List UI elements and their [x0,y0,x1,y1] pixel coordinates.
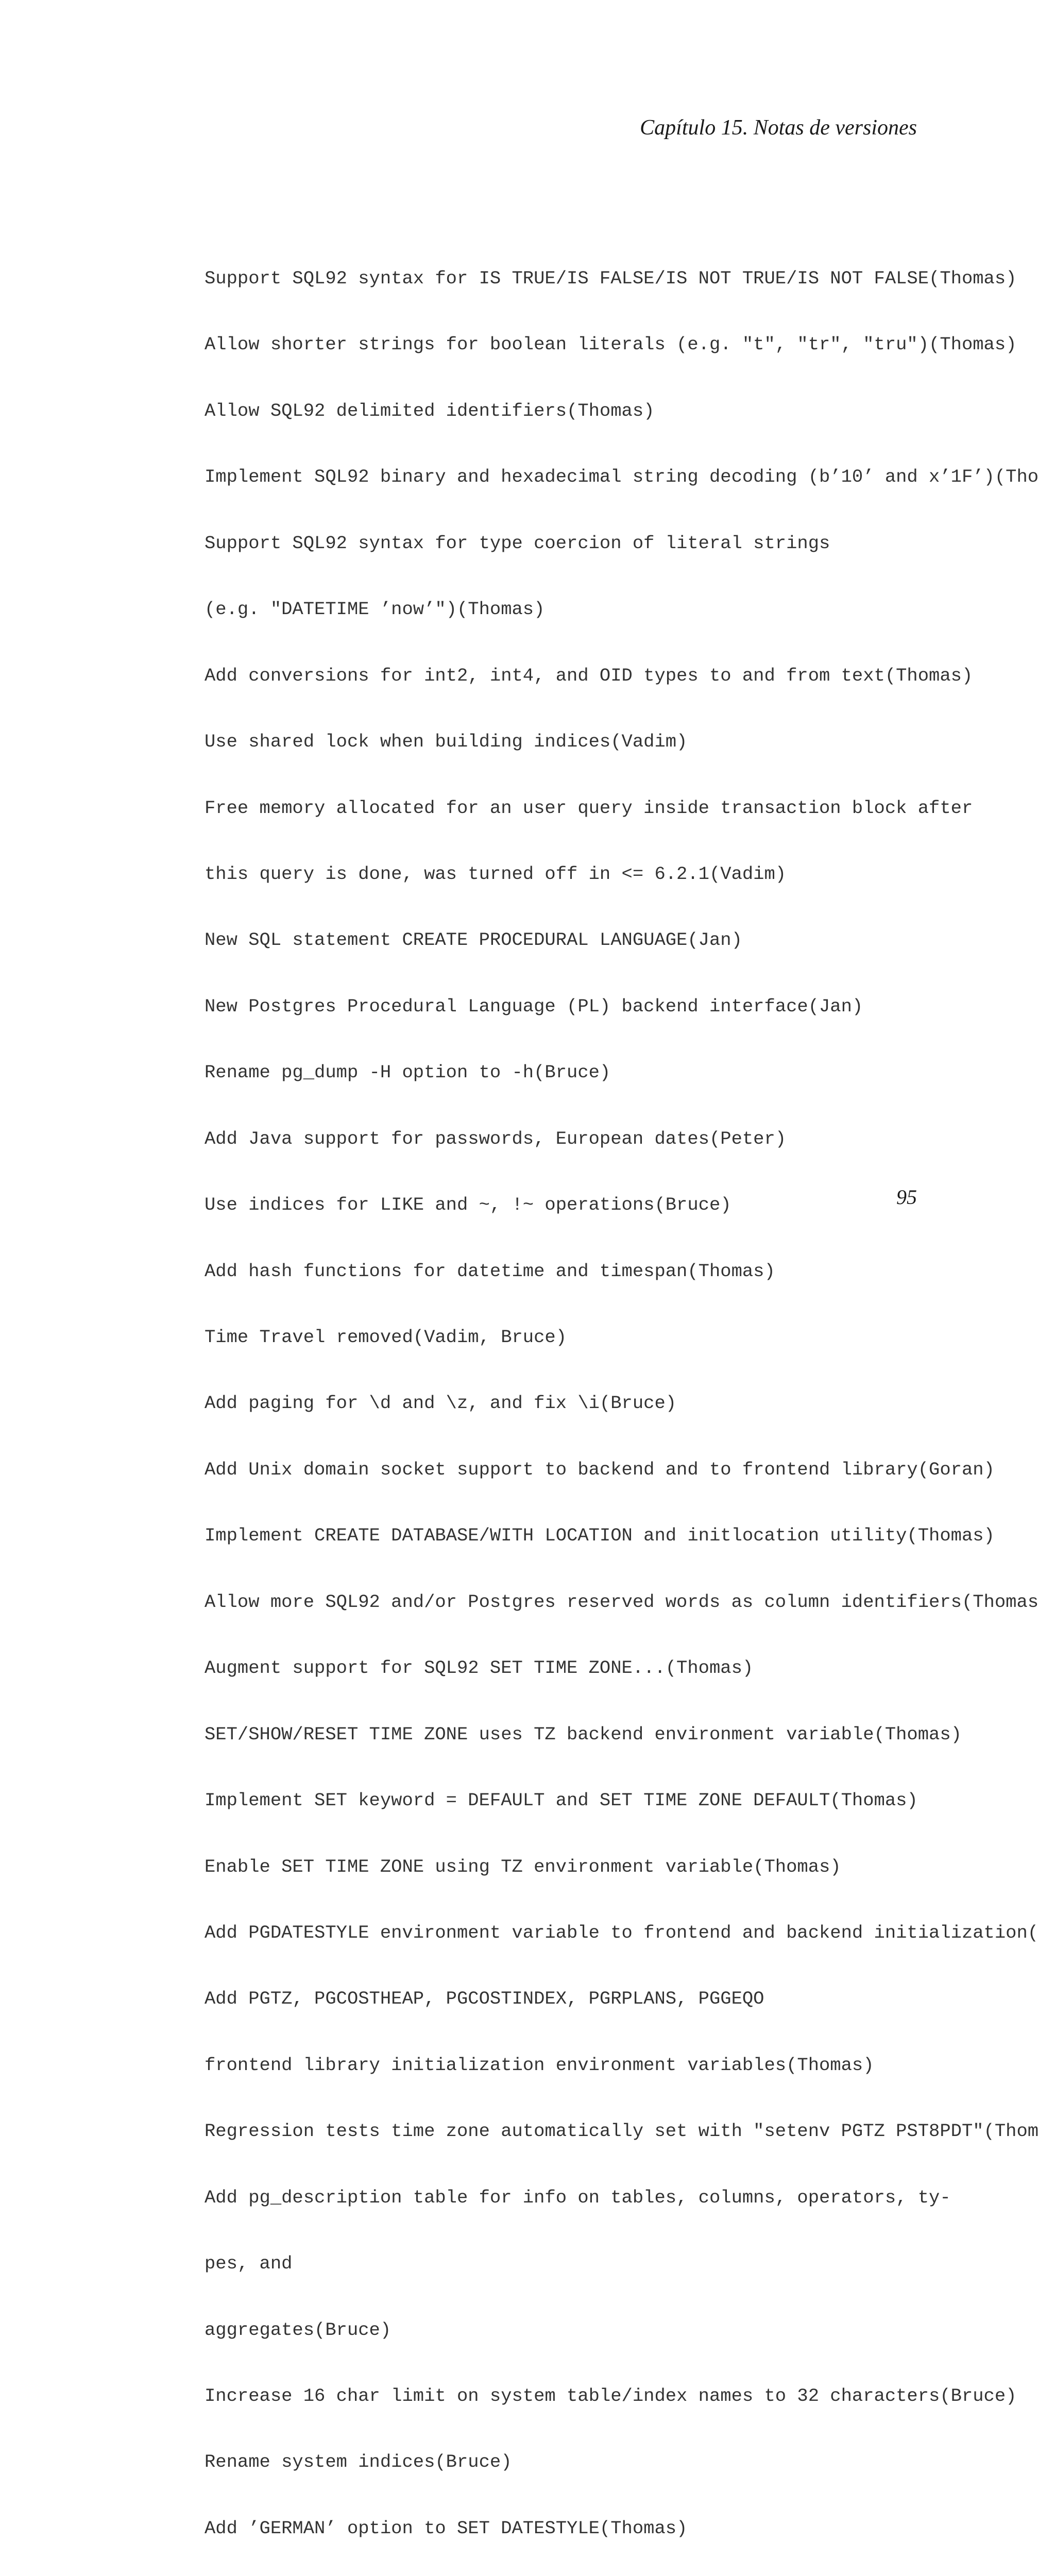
code-line: Use shared lock when building indices(Vadim) [205,731,688,753]
code-line: SET/SHOW/RESET TIME ZONE uses TZ backend environment variable(Thomas) [205,1723,962,1745]
code-line: Add PGDATESTYLE environment variable to frontend and backend initialization( [205,1922,1039,1943]
code-line: Enable SET TIME ZONE using TZ environment variable(Thomas) [205,1856,841,1877]
code-line: Add hash functions for datetime and timespan(Thomas) [205,1260,775,1282]
code-line: New SQL statement CREATE PROCEDURAL LANGUAGE(Jan) [205,929,742,951]
code-line: Implement SET keyword = DEFAULT and SET TIME ZONE DEFAULT(Thomas) [205,1790,918,1811]
code-line: (e.g. "DATETIME ’now’")(Thomas) [205,599,545,620]
code-line: Augment support for SQL92 SET TIME ZONE...(Thomas) [205,1657,754,1679]
code-line: New Postgres Procedural Language (PL) backend interface(Jan) [205,995,863,1017]
code-line: Allow shorter strings for boolean literals (e.g. "t", "tr", "tru")(Thomas) [205,334,1017,355]
code-line: Use indices for LIKE and ~, !~ operations(Bruce) [205,1194,731,1216]
code-line: Regression tests time zone automatically set with "setenv PGTZ PST8PDT"(Thom [205,2121,1039,2142]
code-line: Implement CREATE DATABASE/WITH LOCATION and initlocation utility(Thomas) [205,1525,995,1547]
code-line: Support SQL92 syntax for IS TRUE/IS FALSE/IS NOT TRUE/IS NOT FALSE(Thomas) [205,268,1017,289]
release-notes-code-block [205,225,1039,2576]
code-line: Implement SQL92 binary and hexadecimal string decoding (b’10’ and x’1F’)(Tho [205,466,1039,488]
page-number: 95 [896,1185,917,1209]
chapter-header: Capítulo 15. Notas de versiones [640,116,917,140]
code-line: Support SQL92 syntax for type coercion of literal strings [205,532,830,554]
code-line: Add conversions for int2, int4, and OID types to and from text(Thomas) [205,665,973,686]
code-line: Time Travel removed(Vadim, Bruce) [205,1327,567,1348]
code-line: aggregates(Bruce) [205,2319,392,2341]
code-line: Increase 16 char limit on system table/index names to 32 characters(Bruce) [205,2385,1017,2406]
code-line: pes, and [205,2253,293,2275]
code-line: Rename pg_dump -H option to -h(Bruce) [205,1062,611,1083]
code-line: Add pg_description table for info on tables, columns, operators, ty- [205,2187,951,2208]
code-line: Add paging for \d and \z, and fix \i(Bruce) [205,1393,677,1414]
code-line: Allow more SQL92 and/or Postgres reserved words as column identifiers(Thomas [205,1591,1039,1613]
code-line: Add Unix domain socket support to backend and to frontend library(Goran) [205,1459,995,1480]
code-line: Add ’GERMAN’ option to SET DATESTYLE(Thomas) [205,2517,688,2539]
code-line: Free memory allocated for an user query inside transaction block after [205,797,973,819]
code-line: Rename system indices(Bruce) [205,2451,512,2473]
code-line: Add PGTZ, PGCOSTHEAP, PGCOSTINDEX, PGRPLANS, PGGEQO [205,1988,764,2010]
code-line: frontend library initialization environment variables(Thomas) [205,2054,874,2076]
code-line: this query is done, was turned off in <= 6.2.1(Vadim) [205,863,787,885]
code-line: Allow SQL92 delimited identifiers(Thomas) [205,400,655,421]
code-line: Add Java support for passwords, European dates(Peter) [205,1128,787,1149]
